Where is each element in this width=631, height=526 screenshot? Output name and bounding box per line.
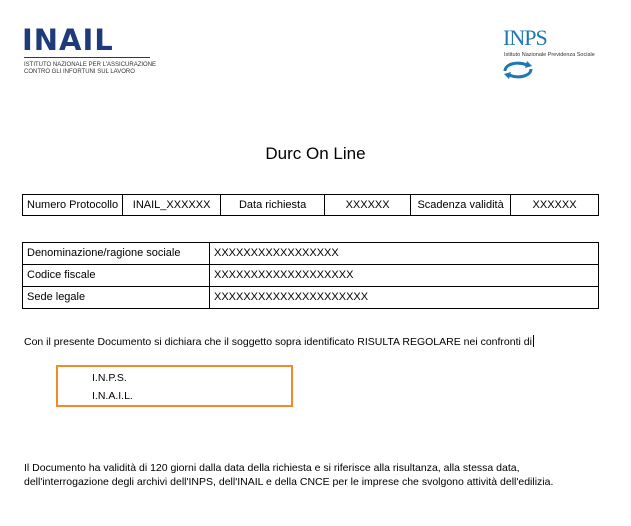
codice-fiscale-value: XXXXXXXXXXXXXXXXXXX [210, 265, 599, 287]
inail-subtitle-line2: CONTRO GLI INFORTUNI SUL LAVORO [24, 69, 135, 75]
entity-inps: I.N.P.S. [92, 372, 127, 384]
subject-table [22, 242, 599, 309]
numero-protocollo-value: INAIL_XXXXXX [123, 195, 221, 216]
table-row [23, 243, 599, 265]
inail-wordmark: INAIL [22, 23, 114, 57]
entities-box [56, 365, 293, 407]
denominazione-label: Denominazione/ragione sociale [23, 243, 210, 265]
inail-subtitle-line1: ISTITUTO NAZIONALE PER L'ASSICURAZIONE [24, 62, 157, 68]
inps-subtitle: Istituto Nazionale Previdenza Sociale [504, 52, 595, 58]
protocol-table [22, 194, 599, 216]
scadenza-validita-label: Scadenza validità [411, 195, 511, 216]
numero-protocollo-label: Numero Protocollo [23, 195, 123, 216]
codice-fiscale-label: Codice fiscale [23, 265, 210, 287]
validity-note-line1: Il Documento ha validità di 120 giorni dalla data della richiesta e si riferisce alla risultanza, alla stessa data, [24, 462, 520, 474]
inps-logo [501, 27, 611, 81]
table-row [23, 265, 599, 287]
document-title: Durc On Line [265, 144, 366, 163]
declaration-paragraph [24, 335, 534, 349]
denominazione-value: XXXXXXXXXXXXXXXXX [210, 243, 599, 265]
text-cursor [533, 335, 534, 347]
protocol-row [23, 195, 599, 216]
scadenza-validita-value: XXXXXX [511, 195, 599, 216]
declaration-text: Con il presente Documento si dichiara che il soggetto sopra identificato RISULTA REGOLARE nei confronti di [24, 336, 532, 348]
sede-legale-value: XXXXXXXXXXXXXXXXXXXXX [210, 287, 599, 309]
inail-logo-rule [24, 57, 150, 58]
sede-legale-label: Sede legale [23, 287, 210, 309]
data-richiesta-label: Data richiesta [221, 195, 325, 216]
data-richiesta-value: XXXXXX [325, 195, 411, 216]
inail-logo [22, 23, 157, 76]
entity-inail: I.N.A.I.L. [92, 390, 133, 402]
inps-wordmark: INPS [503, 25, 547, 50]
inps-emblem-icon [501, 59, 535, 81]
table-row [23, 287, 599, 309]
validity-note-line2: dell'interrogazione degli archivi dell'INPS, dell'INAIL e della CNCE per le imprese che svolgono attività dell'edilizia. [24, 476, 554, 488]
validity-note [24, 461, 553, 489]
